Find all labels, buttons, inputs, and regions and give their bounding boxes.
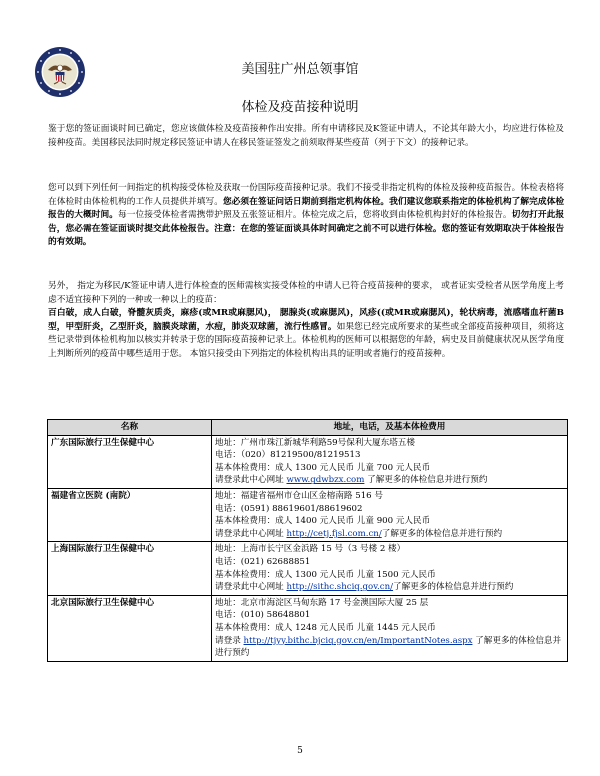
submit-report-text: 您必需在签证面谈时提交此体检报告。: [65, 223, 215, 234]
clinic-fee: 基本体检费用：成人 1300 元人民币 儿童 700 元人民币: [215, 462, 431, 473]
table-row: [48, 435, 568, 488]
vaccination-records-text: 如果您已经完成所要求的某些或全部疫苗接种项目，须将这些记录带到体检机构加以核实并转录于您的国际疫苗接种记录上。体检机构的医师可以根据您的年龄，病史及目前健康状况从医学角度上判断所列的疫苗中哪些适用于您。 本馆只接受由下列指定的体检机构出具的证明或者施行的疫苗接种。: [48, 321, 565, 359]
clinic-website-line: [215, 635, 564, 660]
clinic-name: 福建省立医院 (南院）: [48, 488, 212, 541]
clinic-info: [212, 542, 568, 595]
page-number: 5: [297, 746, 303, 756]
clinic-name: 上海国际旅行卫生保健中心: [48, 542, 212, 595]
website-prefix: 请登录此中心网址: [215, 582, 287, 593]
required-vaccines-list: 百白破，成人白破，脊髓灰质炎，麻疹(或MR或麻腮风)， 腮腺炎(或麻腮风)，风疹((或MR或麻腮风)，轮状病毒，流感嗜血杆菌B型，甲型肝炎，乙型肝炎，脑膜炎球菌，水痘，肺炎双球菌，流行性感冒。: [48, 308, 564, 332]
vaccination-paragraph: [48, 280, 564, 362]
table-header-row: [48, 420, 568, 436]
page-subtitle: 体检及疫苗接种说明: [241, 100, 359, 115]
clinic-phone: 电话：(021) 62688851: [215, 556, 311, 567]
exam-deadline-text: 您必须在签证问话日期前到指定机构体检。我们建议您联系指定的体检机构了解完成体检报告的大概时间。: [48, 196, 565, 221]
website-prefix: 请登录此中心网址: [215, 528, 287, 539]
clinic-name: 广东国际旅行卫生保健中心: [48, 435, 212, 488]
clinic-fee: 基本体检费用：成人 1400 元人民币 儿童 900 元人民币: [215, 516, 431, 527]
name-column-header: 名称: [48, 420, 212, 436]
clinic-website-link[interactable]: www.gdwbzx.com: [286, 475, 365, 486]
clinic-name: 北京国际旅行卫生保健中心: [48, 595, 212, 661]
clinic-website-link[interactable]: http://tjyy.bithc.bjciq.gov.cn/en/ImportantNotes.aspx: [243, 635, 473, 646]
intro-paragraph: 鉴于您的签证面谈时间已确定，您应该做体检及疫苗接种作出安排。所有申请移民及K签证申请人，不论其年龄大小，均应进行体检及接种疫苗。美国移民法同时规定移民签证申请人在移民签证签发之前须取得某些疫苗（列于下文）的接种记录。: [48, 124, 564, 148]
website-prefix: 请登录: [215, 635, 244, 646]
website-suffix: 了解更多的体检信息并进行预约: [393, 582, 514, 593]
exam-instruction-text: 您可以到下列任何一间指定的机构接受体检及获取一份国际疫苗接种记录。我们不接受非指定机构的体检及接种疫苗报告。体检表格将在体检时由体检机构的工作人员提供并填写。: [48, 183, 564, 207]
table-row: [48, 488, 568, 541]
clinic-address: 地址：上海市长宁区金浜路 15 号（3 号楼 2 楼）: [215, 544, 406, 555]
clinic-website-line: [215, 581, 564, 594]
clinic-info: [212, 488, 568, 541]
info-column-header: 地址，电话，及基本体检费用: [212, 420, 568, 436]
clinic-website-line: [215, 474, 564, 487]
clinic-fee: 基本体检费用：成人 1248 元人民币 儿童 1445 元人民币: [215, 622, 436, 633]
clinic-phone: 电话：(010) 58648801: [215, 610, 311, 621]
clinic-phone: 电话：(0591) 88619601/88619602: [215, 503, 363, 514]
table-row: [48, 595, 568, 661]
clinic-address: 地址：广州市珠江新城华利路59号保利大厦东塔五楼: [215, 437, 415, 448]
website-suffix: 了解更多的体检信息并进行预约: [215, 635, 562, 659]
website-suffix: 了解更多的体检信息并进行预约: [381, 528, 503, 539]
table-row: [48, 542, 568, 595]
clinic-fee: 基本体检费用：成人 1300 元人民币 儿童 1500 元人民币: [215, 569, 436, 580]
vaccination-intro-text: 另外， 指定为移民/K签证申请人进行体检查的医师需核实接受体检的申请人已符合疫苗接种的要求， 或者证实受检者从医学角度上考虑不适宜接种下列的一种或一种以上的疫苗：: [48, 281, 564, 305]
consulate-title: 美国驻广州总领事馆: [241, 62, 359, 77]
clinic-address: 地址：北京市海淀区马甸东路 17 号金澳国际大厦 25 层: [215, 597, 429, 608]
do-not-open-warning: 切勿打开此报告，: [48, 210, 565, 234]
website-prefix: 请登录此中心网址: [215, 475, 287, 486]
clinic-address: 地址：福建省福州市仓山区金榕南路 516 号: [215, 490, 383, 501]
exam-timing-note: 注意：在您的签证面谈具体时间确定之前不可以进行体检。您的签证有效期取决于体检报告的有效期。: [48, 223, 565, 248]
medical-exam-paragraph: [48, 182, 564, 250]
exam-documents-text: 每一位接受体检者需携带护照及五张签证相片。体检完成之后，您将收到由体检机构封好的体检报告。: [117, 210, 512, 221]
website-suffix: 了解更多的体检信息并进行预约: [364, 475, 488, 486]
clinics-table: [47, 419, 568, 662]
clinic-website-link[interactable]: http://cetj.fjsl.com.cn/: [286, 528, 382, 539]
clinic-website-line: [215, 528, 564, 541]
clinic-info: [212, 595, 568, 661]
clinic-website-link[interactable]: http://sithc.shciq.gov.cn/: [286, 582, 394, 593]
clinic-phone: 电话：（020）81219500/81219513: [215, 450, 361, 461]
clinic-info: [212, 435, 568, 488]
